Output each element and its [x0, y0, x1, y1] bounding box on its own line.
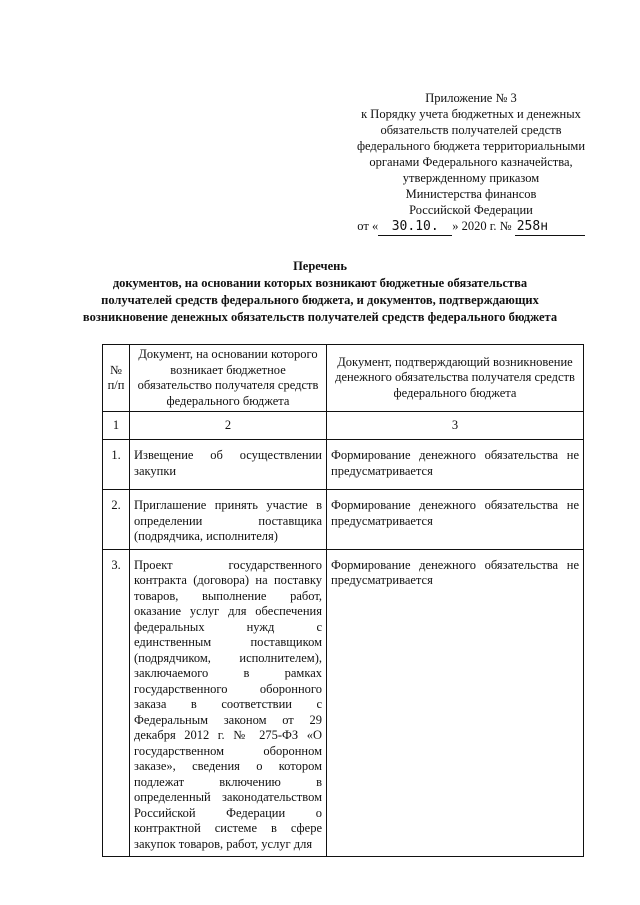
title-line: документов, на основании которых возникают бюджетные обязательства [112, 276, 528, 290]
order-number: 258н [515, 219, 585, 236]
index-cell: 2 [130, 412, 327, 440]
appendix-line: органами Федерального казначейства, [369, 155, 573, 169]
documents-table [102, 344, 584, 857]
appendix-line: утвержденному приказом [402, 171, 540, 185]
row-confirm: Формирование денежного обязательства не предусматривается [327, 440, 584, 490]
header-cell-number: № п/п [103, 345, 130, 412]
appendix-line: Российской Федерации [409, 203, 533, 217]
document-title [40, 258, 600, 326]
appendix-line: Приложение № 3 [425, 91, 517, 105]
appendix-line: обязательств получателей средств [380, 123, 562, 137]
row-number: 1. [103, 440, 130, 490]
order-middle: » 2020 г. № [452, 219, 512, 233]
row-basis: Приглашение принять участие в определении поставщика (подрядчика, исполнителя) [130, 490, 327, 550]
index-cell: 3 [327, 412, 584, 440]
row-basis: Проект государственного контракта (договора) на поставку товаров, выполнение работ, оказание услуг для обеспечения федеральных нужд с единственным поставщиком (подрядчиком, исполнителем), заключаемого в рамках государственного оборонного заказа в соответствии с Федеральным законом от 29 декабря 2012 г. № 275-ФЗ «О государственном оборонном заказе», сведения о котором подлежат включению в определенный законодательством Российской Федерации о контрактной системе в сфере закупок товаров, работ, услуг для [130, 549, 327, 857]
row-number: 2. [103, 490, 130, 550]
table-row [103, 490, 584, 550]
appendix-line: федерального бюджета территориальными [356, 139, 586, 153]
title-line: Перечень [293, 259, 347, 273]
table-index-row [103, 412, 584, 440]
table-header-row [103, 345, 584, 412]
appendix-line: к Порядку учета бюджетных и денежных [361, 107, 581, 121]
appendix-block [340, 90, 602, 236]
header-cell-confirm: Документ, подтверждающий возникновение денежного обязательства получателя средств федерального бюджета [327, 345, 584, 412]
index-cell: 1 [103, 412, 130, 440]
table-row [103, 549, 584, 857]
title-line: получателей средств федерального бюджета, и документов, подтверждающих [101, 293, 539, 307]
order-date: 30.10. [378, 219, 452, 236]
order-prefix: от « [357, 219, 379, 233]
row-confirm: Формирование денежного обязательства не предусматривается [327, 490, 584, 550]
title-line: возникновение денежных обязательств получателей средств федерального бюджета [82, 310, 558, 324]
order-reference [340, 218, 602, 236]
row-number: 3. [103, 549, 130, 857]
row-basis: Извещение об осуществлении закупки [130, 440, 327, 490]
table-row [103, 440, 584, 490]
appendix-line: Министерства финансов [405, 187, 537, 201]
row-confirm: Формирование денежного обязательства не предусматривается [327, 549, 584, 857]
header-cell-basis: Документ, на основании которого возникает бюджетное обязательство получателя средств федерального бюджета [130, 345, 327, 412]
